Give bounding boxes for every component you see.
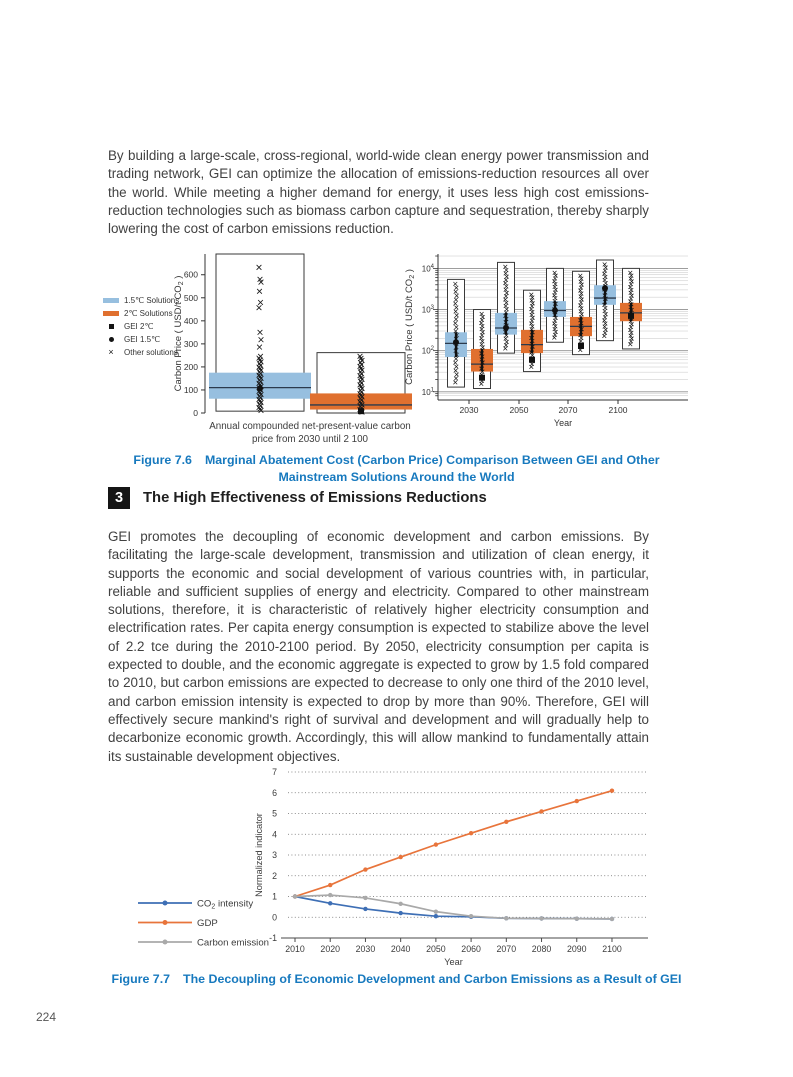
svg-text:1: 1 <box>272 891 277 902</box>
body-paragraph: GEI promotes the decoupling of economic development and carbon emissions. By facilitating the large-scale development, transmission and utilization of clean energy, it supports the economic and social development of various countries with, in particular, reliable and sufficient supplies of energy and electricity. Compared to other mainstream solutions, therefore, it is characteristic of relatively higher electricity consumption and electrification rates. Per capita energy consumption is expected to stabilize above the level of 2.2 tce during the 2010-2100 period. By 2050, electricity consumption per capita is expected to double, and the economic aggregate is expected to grow by 1.5 fold compared to 2010, but carbon emissions are expected to decrease to only one third of the 2010 level, and carbon emission intensity is expected to drop by more than 90%. Therefore, GEI will effectively secure mankind's right of survival and development and will gradually help to decarbonize economic growth. Accordingly, this will allow mankind to fundamentally attain its sustainable development objectives. <box>108 529 649 764</box>
section-number-badge: 3 <box>108 487 130 509</box>
caption-text: Marginal Abatement Cost (Carbon Price) Comparison Between GEI and Other <box>204 453 660 467</box>
svg-text:CO2 intensity: $CO_2$ intensity <box>197 898 254 911</box>
svg-text:300: 300 <box>183 338 198 349</box>
svg-text:7: 7 <box>272 767 277 777</box>
figure-7-6 <box>100 248 700 448</box>
svg-text:200: 200 <box>183 361 198 372</box>
svg-text:100: 100 <box>183 384 198 395</box>
figure-7-7 <box>100 762 680 972</box>
svg-text:2030: 2030 <box>459 405 479 415</box>
legend-label: GEI 2℃ <box>124 322 154 331</box>
blue-box-swatch-icon <box>102 298 120 303</box>
fig76-right-boxplot-chart <box>400 248 698 448</box>
svg-text:600: 600 <box>183 269 198 280</box>
svg-text:400: 400 <box>183 315 198 326</box>
legend-label: GEI 1.5℃ <box>124 335 161 344</box>
svg-text:103: $10^3$ <box>421 305 434 315</box>
fig77-line-chart <box>100 762 680 972</box>
svg-text:-1: -1 <box>269 933 277 943</box>
svg-text:2070: 2070 <box>496 944 517 954</box>
caption-line: Mainstream Solutions Around the World <box>278 469 515 484</box>
svg-text:101: $10^1$ <box>421 387 434 397</box>
svg-text:Year: Year <box>553 418 573 428</box>
caption-line <box>96 452 697 469</box>
legend-label: Other solutions <box>124 348 178 357</box>
svg-text:Normalized indicator: Normalized indicator <box>254 813 264 897</box>
svg-text:Year: Year <box>444 957 463 967</box>
svg-text:0: 0 <box>193 408 198 418</box>
svg-text:2090: 2090 <box>566 944 587 954</box>
svg-text:2: 2 <box>272 870 277 881</box>
legend-label: 1.5℃ Solutions <box>124 296 180 305</box>
other-solutions-x-icon: × <box>108 347 114 357</box>
legend-label: 2℃ Solutions <box>124 309 173 318</box>
section-title: The High Effectiveness of Emissions Reductions <box>143 490 487 506</box>
figure-label: Figure 7.7 <box>111 972 171 986</box>
figure-7-6-caption <box>96 452 697 485</box>
figure-label: Figure 7.6 <box>133 453 192 467</box>
svg-text:2010: 2010 <box>285 944 305 954</box>
svg-text:2040: 2040 <box>390 944 411 954</box>
intro-paragraph: By building a large-scale, cross-regional, world-wide clean energy power transmission and trading network, GEI can optimize the allocation of emissions-reduction resources all over the world. While meeting a higher demand for energy, it uses less high cost emissions-reduction technologies such as biomass carbon capture and sequestration, thereby sharply lowering the cost of carbon emissions reduction. <box>108 148 649 237</box>
svg-text:6: 6 <box>272 787 277 798</box>
orange-box-swatch-icon <box>102 311 120 316</box>
gei-1-5c-circle-icon <box>102 337 120 342</box>
svg-text:500: 500 <box>183 292 198 303</box>
caption-text: The Decoupling of Economic Development and Carbon Emissions as a Result of GEI <box>183 972 682 986</box>
svg-text:Annual compounded net-present-: Annual compounded net-present-value carbon <box>209 421 411 432</box>
svg-text:2100: 2100 <box>608 405 628 415</box>
svg-text:2020: 2020 <box>320 944 341 954</box>
svg-text:Carbon Price ( USD/t CO2 ): Carbon Price ( USD/t $CO_2$ ) <box>173 275 185 392</box>
svg-text:price from 2030 until 2 100: price from 2030 until 2 100 <box>252 434 368 445</box>
svg-text:2030: 2030 <box>355 944 376 954</box>
svg-text:102: $10^2$ <box>421 346 434 356</box>
svg-text:Carbon emission: Carbon emission <box>197 937 269 949</box>
svg-text:Carbon Price ( USD/t CO2 ): Carbon Price ( USD/t $CO_2$ ) <box>404 269 416 385</box>
svg-text:2080: 2080 <box>531 944 552 954</box>
svg-text:2060: 2060 <box>461 944 481 954</box>
page-number: 224 <box>36 1010 57 1024</box>
svg-text:5: 5 <box>272 808 277 819</box>
svg-text:3: 3 <box>272 850 277 860</box>
svg-text:0: 0 <box>272 912 277 923</box>
svg-text:4: 4 <box>272 829 277 840</box>
svg-text:2050: 2050 <box>509 405 529 415</box>
svg-text:GDP: GDP <box>197 918 218 929</box>
svg-text:2070: 2070 <box>558 405 578 415</box>
fig76-left-boxplot-chart <box>148 248 416 448</box>
figure-7-7-caption <box>96 971 697 988</box>
gei-2c-square-icon <box>102 324 120 329</box>
svg-text:2050: 2050 <box>426 944 446 954</box>
svg-text:2100: 2100 <box>602 944 622 954</box>
svg-text:104: $10^4$ <box>421 263 434 274</box>
section-3-heading <box>108 487 487 509</box>
